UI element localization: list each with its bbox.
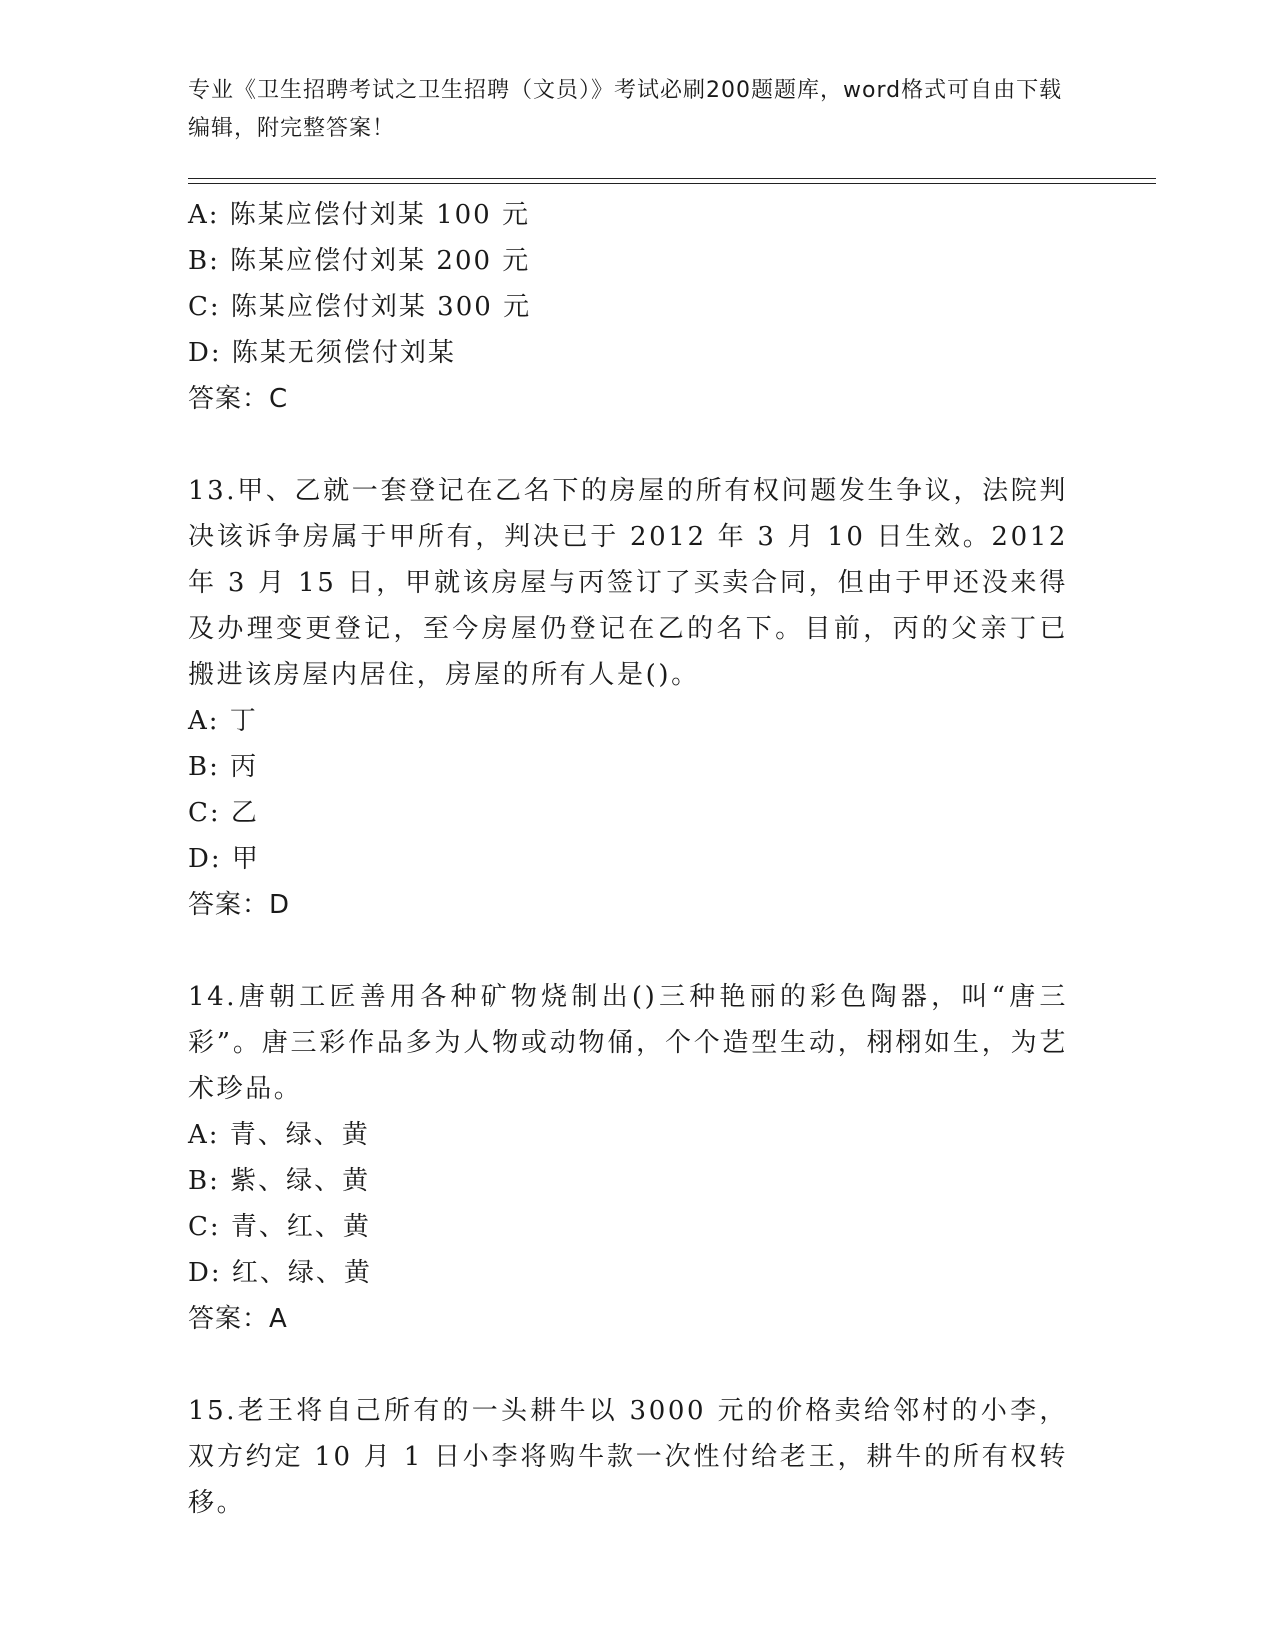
option-a: A: 陈某应偿付刘某 100 元 bbox=[188, 200, 530, 230]
option-d: D: 红、绿、黄 bbox=[188, 1258, 372, 1288]
question-13 bbox=[188, 468, 1068, 928]
option-a: A: 丁 bbox=[188, 706, 258, 736]
question-15 bbox=[188, 1388, 1068, 1526]
question-14 bbox=[188, 974, 1068, 1342]
spacer bbox=[188, 928, 1068, 974]
answer: 答案：A bbox=[188, 1304, 288, 1334]
question-text: 15.老王将自己所有的一头耕牛以 3000 元的价格卖给邻村的小李，双方约定 10 月 1 日小李将购牛款一次性付给老王，耕牛的所有权转移。 bbox=[188, 1396, 1068, 1518]
option-b: B: 丙 bbox=[188, 752, 259, 782]
option-d: D: 陈某无须偿付刘某 bbox=[188, 338, 456, 368]
option-d: D: 甲 bbox=[188, 844, 260, 874]
spacer bbox=[188, 422, 1068, 468]
header-rule-bottom bbox=[188, 183, 1156, 184]
option-a: A: 青、绿、黄 bbox=[188, 1120, 370, 1150]
answer: 答案：D bbox=[188, 890, 291, 920]
document-body bbox=[188, 192, 1068, 1526]
question-12 bbox=[188, 192, 1068, 422]
question-text: 13.甲、乙就一套登记在乙名下的房屋的所有权问题发生争议，法院判决该诉争房属于甲所有，判决已于 2012 年 3 月 10 日生效。2012 年 3 月 15 日，甲就该房屋与丙签订了买卖合同，但由于甲还没来得及办理变更登记，至今房屋仍登记在乙的名下。目前，丙的父亲丁已搬进该房屋内居住，房屋的所有人是()。 bbox=[188, 476, 1068, 690]
question-text: 14.唐朝工匠善用各种矿物烧制出()三种艳丽的彩色陶器，叫“唐三彩”。唐三彩作品多为人物或动物俑，个个造型生动，栩栩如生，为艺术珍品。 bbox=[188, 982, 1068, 1104]
header-rule-top bbox=[188, 178, 1156, 179]
option-c: C: 青、红、黄 bbox=[188, 1212, 371, 1242]
option-b: B: 陈某应偿付刘某 200 元 bbox=[188, 246, 531, 276]
option-c: C: 陈某应偿付刘某 300 元 bbox=[188, 292, 532, 322]
document-header: 专业《卫生招聘考试之卫生招聘（文员）》考试必刷200题题库，word格式可自由下载编辑，附完整答案！ bbox=[188, 78, 1063, 141]
option-c: C: 乙 bbox=[188, 798, 259, 828]
spacer bbox=[188, 1342, 1068, 1388]
answer: 答案：C bbox=[188, 384, 289, 414]
option-b: B: 紫、绿、黄 bbox=[188, 1166, 371, 1196]
